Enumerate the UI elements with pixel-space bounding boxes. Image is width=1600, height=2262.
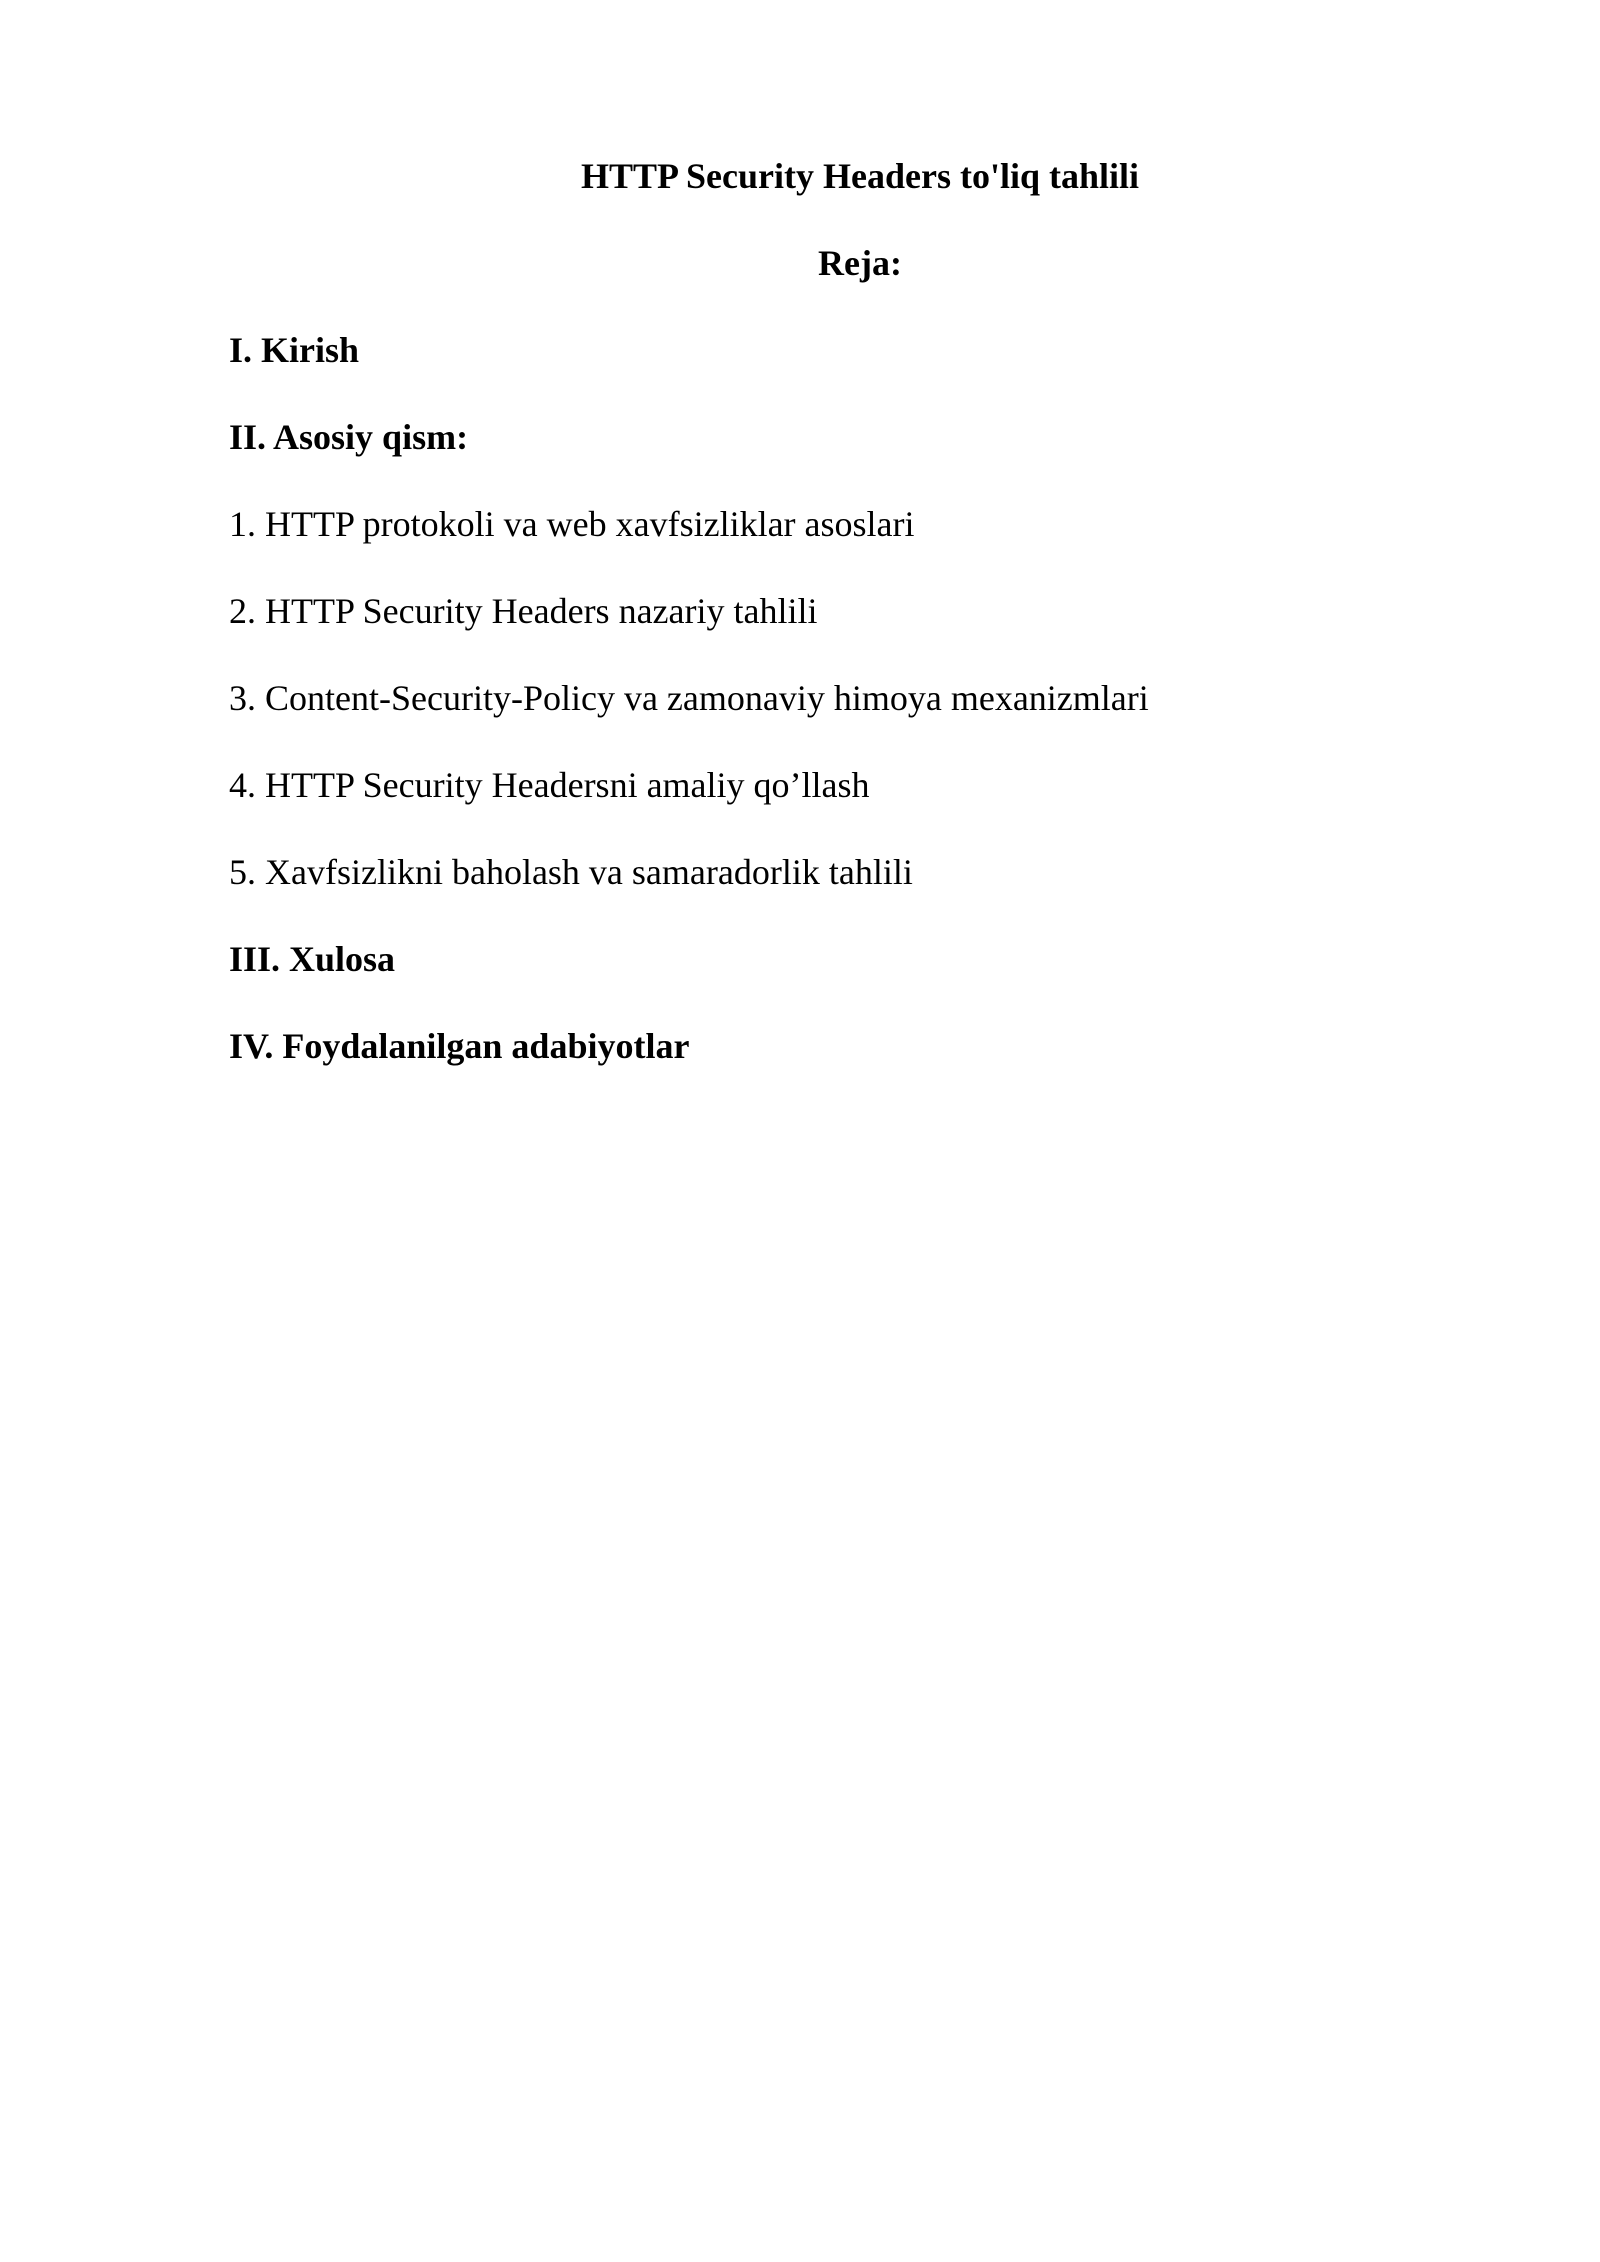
plan-heading: Reja: [818,243,902,283]
outline-subitem-3: 3. Content-Security-Policy va zamonaviy himoya mexanizmlari [229,678,1149,718]
outline-item-conclusion: III. Xulosa [229,939,396,979]
outline-subitem-1: 1. HTTP protokoli va web xavfsizliklar asoslari [229,504,915,544]
outline-subitem-5: 5. Xavfsizlikni baholash va samaradorlik tahlili [229,852,913,892]
outline-subitem-4: 4. HTTP Security Headersni amaliy qo’llash [229,765,870,805]
outline-item-intro: I. Kirish [229,330,360,370]
outline-subitem-2: 2. HTTP Security Headers nazariy tahlili [229,591,818,631]
outline-item-main-part: II. Asosiy qism: [229,417,469,457]
outline-item-references: IV. Foydalanilgan adabiyotlar [229,1026,690,1066]
document-title: HTTP Security Headers to'liq tahlili [581,156,1139,196]
